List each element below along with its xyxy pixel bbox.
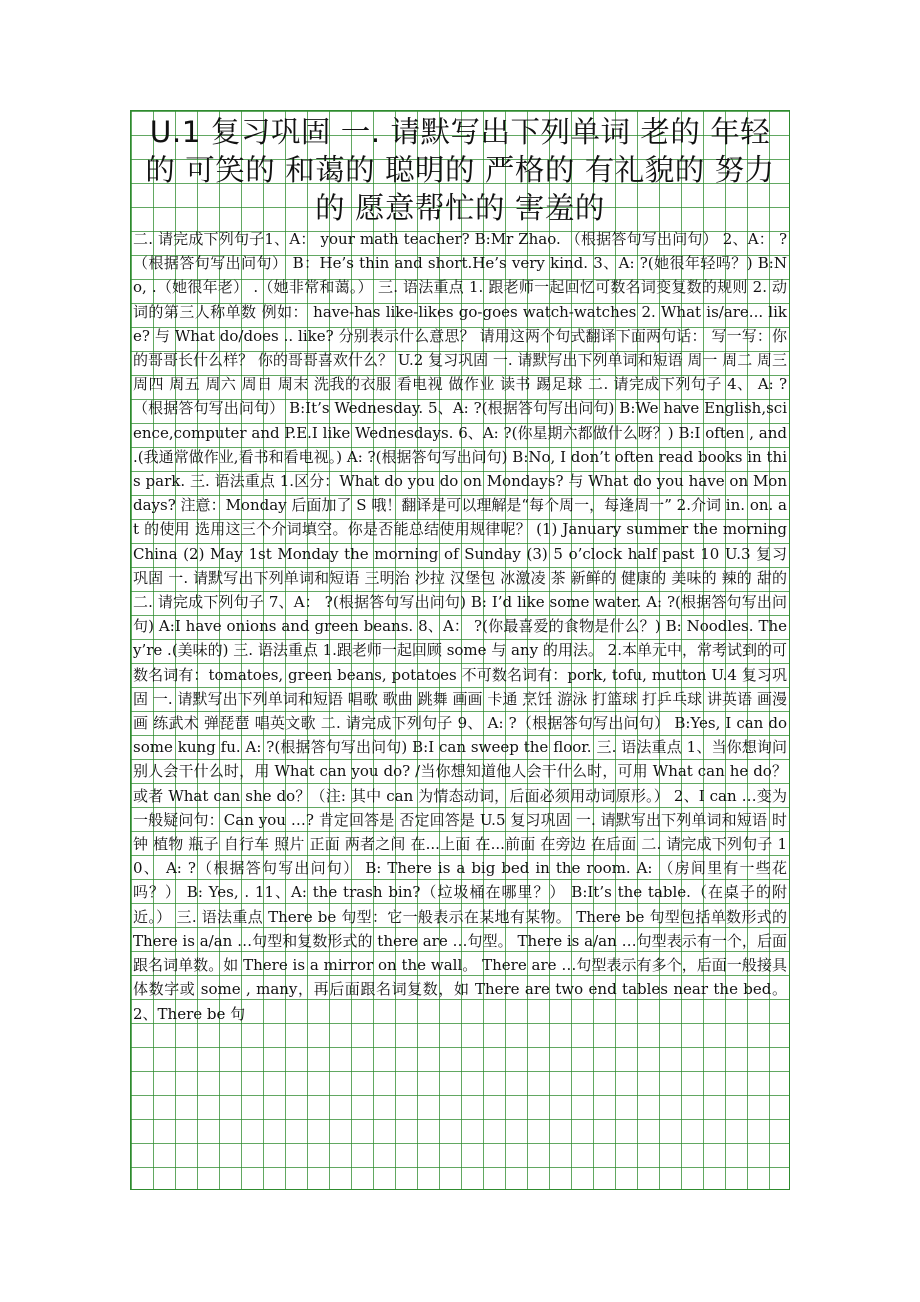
heading-text: U.1 复习巩固 一. 请默写出下列单词 老的 年轻的 可笑的 和蔼的 聪明的 严格的 有礼貌的 努力的 愿意帮忙的 害羞的 (145, 115, 775, 225)
body-paragraph: 二. 请完成下列句子1、A： your math teacher? B:Mr Zhao. （根据答句写出问句） 2、A： ?（根据答句写出问句） B：He’s thin and short.He’s very kind. 3、A: ?(她很年轻吗？) B:No, .（她很年老） .（她非常和蔼。） 三. 语法重点 1. 跟老师一起回忆可数名词变复数的规则 2. 动词的第三人称单数 例如： have-has like-likes go-goes watch-watches 2. What is/are... like? 与 What do/does .. like? 分别表示什么意思？ 请用这两个句式翻译下面两句话： 写一写：你的哥哥长什么样？ 你的哥哥喜欢什么？ U.2 复习巩固 一. 请默写出下列单词和短语 周一 周二 周三 周四 周五 周六 周日 周末 洗我的衣服 看电视 做作业 读书 踢足球 二. 请完成下列句子 4、 A: ?（根据答句写出问句） B:It’s Wednesday. 5、A: ?(根据答句写出问句) B:We have English,science,computer and P.E.I like Wednesdays. 6、A: ?(你星期六都做什么呀？) B:I often , and .(我通常做作业,看书和看电视。) A: ?(根据答句写出问句) B:No, I don’t often read books in this park. 三. 语法重点 1.区分：What do you do on Mondays? 与 What do you have on Mondays? 注意：Monday 后面加了 S 哦！翻译是可以理解是“每个周一，每逢周一” 2.介词 in. on. at 的使用 选用这三个介词填空。你是否能总结使用规律呢？ (1) January summer the morning China (2) May 1st Monday the morning of Sunday (3) 5 o’clock half past 10 U.3 复习巩固 一. 请默写出下列单词和短语 三明治 沙拉 汉堡包 冰激凌 茶 新鲜的 健康的 美味的 辣的 甜的 二. 请完成下列句子 7、A： ?(根据答句写出问句) B: I’d like some water. A: ?(根据答句写出问句) A:I have onions and green beans. 8、A： ?(你最喜爱的食物是什么？) B: Noodles. They’re .(美味的) 三. 语法重点 1.跟老师一起回顾 some 与 any 的用法。 2.本单元中，常考试到的可数名词有：tomatoes, green beans, potatoes 不可数名词有：pork, tofu, mutton U.4 复习巩固 一. 请默写出下列单词和短语 唱歌 歌曲 跳舞 画画 卡通 烹饪 游泳 打篮球 打乒乓球 讲英语 画漫画 练武术 弹琵琶 唱英文歌 二. 请完成下列句子 9、 A: ?（根据答句写出问句） B:Yes, I can do some kung fu. A: ?(根据答句写出问句) B:I can sweep the floor. 三. 语法重点 1、当你想询问别人会干什么时，用 What can you do? /当你想知道他人会干什么时，可用 What can he do？或者 What can she do？（注: 其中 can 为情态动词，后面必须用动词原形。） 2、I can …变为一般疑问句：Can you …? 肯定回答是 否定回答是 U.5 复习巩固 一. 请默写出下列单词和短语 时钟 植物 瓶子 自行车 照片 正面 两者之间 在...上面 在...前面 在旁边 在后面 二. 请完成下列句子 10、 A: ?（根据答句写出问句） B: There is a big bed in the room. A: （房间里有一些花吗？） B: Yes, . 11、A: the trash bin?（垃圾桶在哪里？） B:It’s the table.（在桌子的附近。） 三. 语法重点 There be 句型：它一般表示在某地有某物。 There be 句型包括单数形式的 There is a/an …句型和复数形式的 there are …句型。 There is a/an …句型表示有一个，后面跟名词单数。如 There is a mirror on the wall。 There are …句型表示有多个，后面一般接具体数字或 some , many，再后面跟名词复数，如 There are two end tables near the bed。 2、There be 句 (133, 230, 787, 1023)
document-page (130, 110, 790, 1190)
document-heading (131, 111, 789, 227)
